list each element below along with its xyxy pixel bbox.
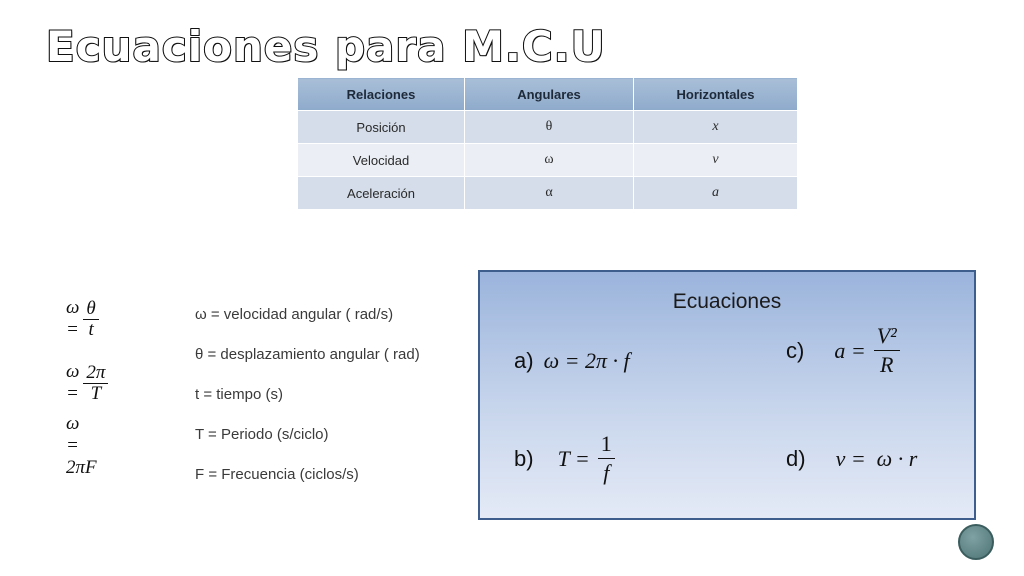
equation-d (786, 446, 917, 472)
equation-expression: ω = 2π · f (543, 348, 630, 373)
equation-label: a) (514, 348, 534, 373)
numerator: θ (83, 299, 98, 320)
cell-angular: α (465, 177, 634, 210)
equation-label: b) (514, 445, 534, 471)
fraction (874, 322, 900, 379)
equation-omega-theta (66, 297, 99, 340)
equation-b (514, 430, 615, 487)
cell-relation: Velocidad (298, 144, 465, 177)
table-row (298, 177, 798, 210)
definition-item: θ = desplazamiento angular ( rad) (195, 346, 420, 363)
slide-number-badge (958, 524, 994, 560)
fraction (83, 299, 98, 340)
equation-lhs: T = (557, 445, 590, 471)
denominator: t (88, 318, 94, 340)
denominator: R (879, 352, 894, 377)
definitions-list (195, 305, 420, 505)
equation-lhs: ω = (66, 361, 80, 404)
cell-angular: ω (465, 144, 634, 177)
equation-omega-period (66, 361, 108, 404)
cell-horizontal: a (634, 177, 798, 210)
denominator: T (90, 382, 102, 404)
equation-label: c) (786, 337, 805, 363)
header-relaciones: Relaciones (298, 78, 465, 111)
cell-horizontal: v (634, 144, 798, 177)
numerator: V² (874, 322, 900, 351)
fraction (83, 363, 108, 404)
relations-table (297, 77, 798, 210)
definition-item: t = tiempo (s) (195, 386, 283, 403)
table-header-row (298, 78, 798, 111)
equation-lhs: a = (834, 337, 866, 363)
definition-item: ω = velocidad angular ( rad/s) (195, 306, 394, 323)
equation-c (786, 322, 900, 379)
definition-item: F = Frecuencia (ciclos/s) (195, 466, 359, 483)
table-row (298, 144, 798, 177)
header-horizontales: Horizontales (634, 78, 798, 111)
definition-item: T = Periodo (s/ciclo) (195, 426, 329, 443)
header-angulares: Angulares (465, 78, 634, 111)
slide-title: Ecuaciones para M.C.U (46, 22, 606, 71)
cell-relation: Aceleración (298, 177, 465, 210)
equation-omega-frequency: ω = 2πF (66, 413, 97, 478)
equations-box-title: Ecuaciones (672, 290, 782, 313)
cell-relation: Posición (298, 111, 465, 144)
equations-box (478, 270, 976, 520)
equation-label: d) (786, 446, 806, 471)
equation-lhs: ω = (66, 297, 80, 340)
cell-angular: θ (465, 111, 634, 144)
equation-expression: v = ω · r (835, 446, 918, 471)
numerator: 1 (598, 430, 615, 459)
equation-a (514, 348, 630, 374)
cell-horizontal: x (634, 111, 798, 144)
numerator: 2π (83, 363, 108, 384)
denominator: f (603, 460, 610, 485)
fraction (598, 430, 615, 487)
table-row (298, 111, 798, 144)
